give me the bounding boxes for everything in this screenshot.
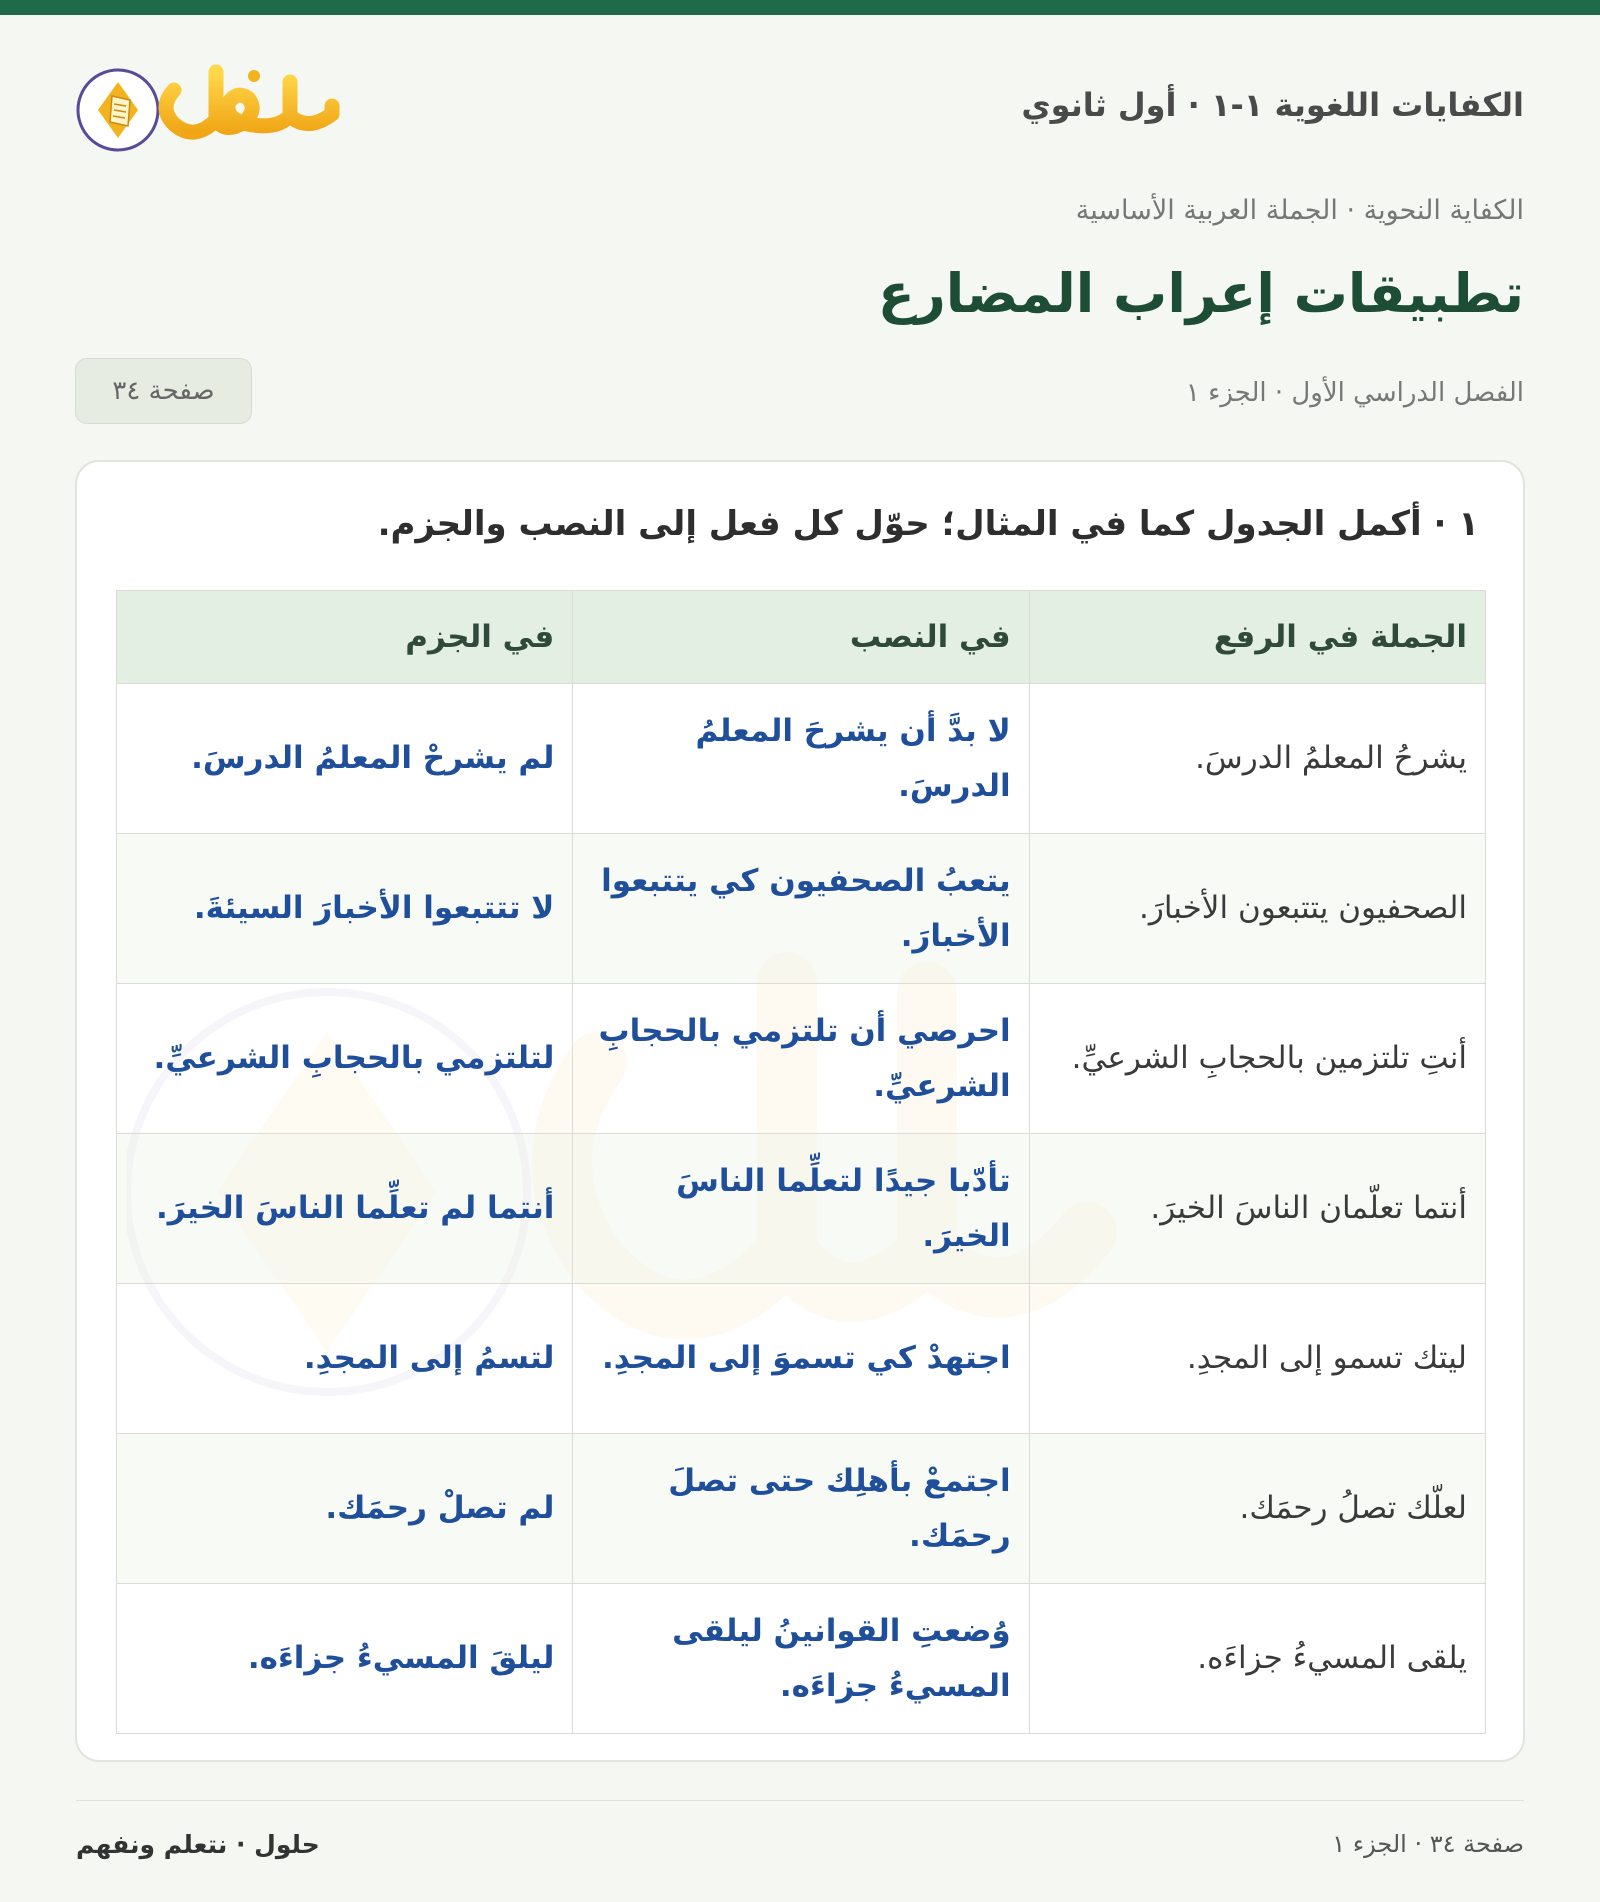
raf-cell: يشرحُ المعلمُ الدرسَ. [1029,684,1485,834]
raf-cell: لعلّك تصلُ رحمَك. [1029,1434,1485,1584]
jazm-cell: ليلقَ المسيءُ جزاءَه. [117,1584,573,1734]
nasb-cell: يتعبُ الصحفيون كي يتتبعوا الأخبارَ. [573,834,1029,984]
table-row [117,834,1486,984]
raf-cell: ليتك تسمو إلى المجدِ. [1029,1284,1485,1434]
question-text: ١ · أكمل الجدول كما في المثال؛ حوّل كل فعل إلى النصب والجزم. [377,504,1479,544]
footer-brand: حلول · نتعلم ونفهم [76,1830,320,1859]
footer-divider [76,1800,1524,1801]
semester-meta: الفصل الدراسي الأول · الجزء ١ [1185,378,1524,408]
nasb-cell: اجتهدْ كي تسموَ إلى المجدِ. [573,1284,1029,1434]
raf-cell: يلقى المسيءُ جزاءَه. [1029,1584,1485,1734]
jazm-cell: لتسمُ إلى المجدِ. [117,1284,573,1434]
nasb-cell: وُضعتِ القوانينُ ليلقى المسيءُ جزاءَه. [573,1584,1029,1734]
breadcrumb: الكفاية النحوية · الجملة العربية الأساسية [1075,195,1524,226]
table-row [117,984,1486,1134]
nasb-cell: لا بدَّ أن يشرحَ المعلمُ الدرسَ. [573,684,1029,834]
column-header-nasb: في النصب [573,591,1029,684]
conjugation-table [116,590,1486,1734]
nasb-cell: تأدّبا جيدًا لتعلِّما الناسَ الخيرَ. [573,1134,1029,1284]
jazm-cell: لا تتتبعوا الأخبارَ السيئةَ. [117,834,573,984]
page-title: تطبيقات إعراب المضارع [877,262,1524,325]
table-header-row [117,591,1486,684]
column-header-jazm: في الجزم [117,591,573,684]
footer-page-info: صفحة ٣٤ · الجزء ١ [1332,1830,1524,1858]
raf-cell: الصحفيون يتتبعون الأخبارَ. [1029,834,1485,984]
table-row [117,1134,1486,1284]
table-row [117,1584,1486,1734]
jazm-cell: أنتما لم تعلِّما الناسَ الخيرَ. [117,1134,573,1284]
table-row [117,1434,1486,1584]
page-header [76,50,1524,160]
jazm-cell: لتلتزمي بالحجابِ الشرعيِّ. [117,984,573,1134]
page-number-badge: صفحة ٣٤ [75,358,252,424]
top-accent-bar [0,0,1600,15]
raf-cell: أنتما تعلّمان الناسَ الخيرَ. [1029,1134,1485,1284]
exercise-card [75,460,1525,1762]
nasb-cell: اجتمعْ بأهلِك حتى تصلَ رحمَك. [573,1434,1029,1584]
book-title: الكفايات اللغوية ١-١ · أول ثانوي [1021,86,1524,124]
nasb-cell: احرصي أن تلتزمي بالحجابِ الشرعيِّ. [573,984,1029,1134]
raf-cell: أنتِ تلتزمين بالحجابِ الشرعيِّ. [1029,984,1485,1134]
jazm-cell: لم يشرحْ المعلمُ الدرسَ. [117,684,573,834]
jazm-cell: لم تصلْ رحمَك. [117,1434,573,1584]
column-header-raf: الجملة في الرفع [1029,591,1485,684]
table-row [117,684,1486,834]
hulul-logo[interactable] [76,50,346,160]
table-row [117,1284,1486,1434]
